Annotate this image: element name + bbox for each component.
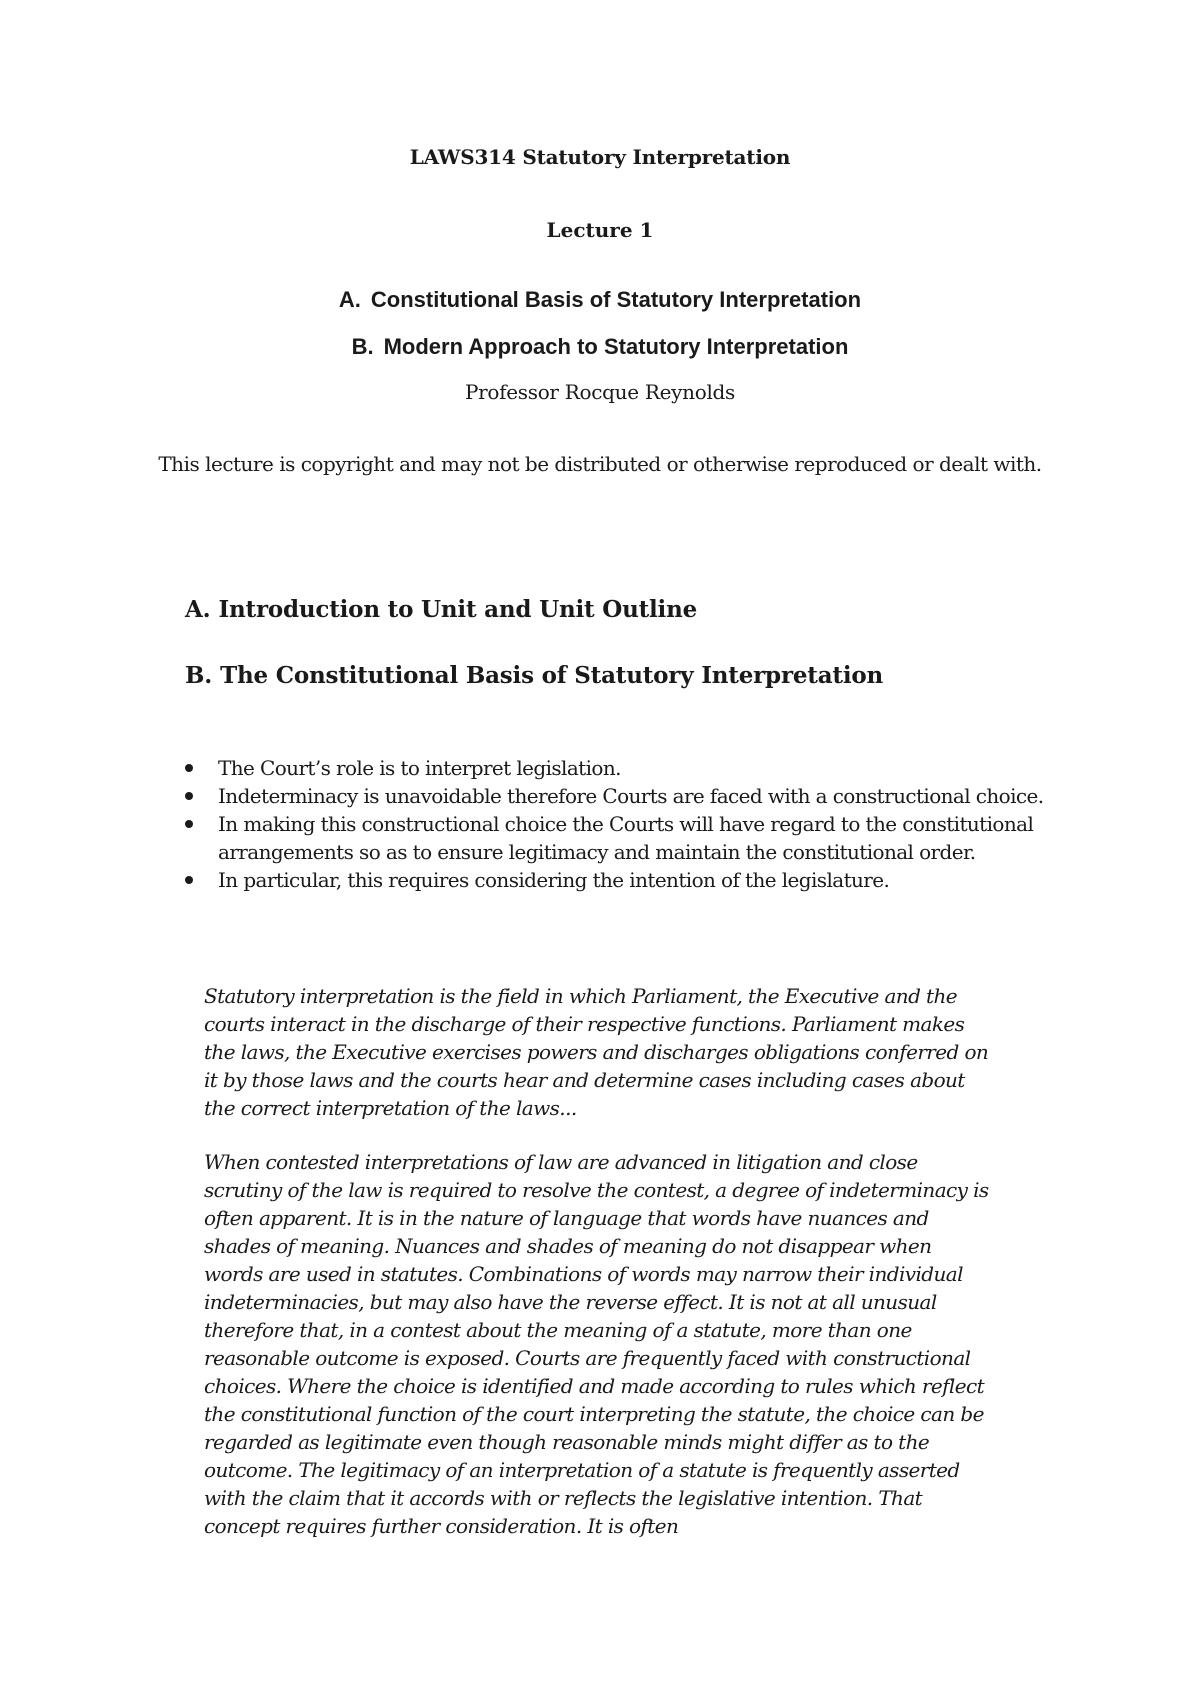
bullet-icon: [185, 792, 193, 800]
bullet-item: [180, 782, 1060, 810]
bullet-list: [180, 754, 1060, 894]
bullet-icon: [185, 764, 193, 772]
bullet-icon: [185, 876, 193, 884]
section-title: Introduction to Unit and Unit Outline: [218, 596, 698, 623]
copyright-notice: This lecture is copyright and may not be distributed or otherwise reproduced or dealt with.: [158, 452, 1042, 476]
bullet-icon: [185, 820, 193, 828]
subtitle-text: Modern Approach to Statutory Interpretation: [383, 334, 849, 359]
subtitle-marker: B.: [351, 334, 374, 359]
quote-paragraph-2: When contested interpretations of law are advanced in litigation and close scrutiny of the law is required to resolve the contest, a degree of indeterminacy is often apparent. It is in the nature of language that words have nuances and shades of meaning. Nuances and shades of meaning do not disappear when words are used in statutes. Combinations of words may narrow their individual indeterminacies, but may also have the reverse effect. It is not at all unusual therefore that, in a contest about the meaning of a statute, more than one reasonable outcome is exposed. Courts are frequently faced with constructional choices. Where the choice is identified and made according to rules which reflect the constitutional function of the court interpreting the statute, the choice can be regarded as legitimate even though reasonable minds might differ as to the outcome. The legitimacy of an interpretation of a statute is frequently asserted with the claim that it accords with or reflects the legislative intention. That concept requires further consideration. It is often: [204, 1150, 989, 1538]
section-marker: B.: [185, 662, 213, 689]
bullet-item: [180, 810, 1060, 866]
professor-name: Professor Rocque Reynolds: [464, 380, 736, 404]
section-heading-a: [185, 596, 697, 623]
quote-paragraph-1: Statutory interpretation is the field in which Parliament, the Executive and the courts interact in the discharge of their respective functions. Parliament makes the laws, the Executive exercises powers and discharges obligations conferred on it by those laws and the courts hear and determine cases including cases about the correct interpretation of the laws...: [204, 984, 989, 1120]
bullet-text: The Court’s role is to interpret legislation.: [218, 756, 621, 780]
subtitle-marker: A.: [338, 287, 361, 312]
section-title: The Constitutional Basis of Statutory Interpretation: [220, 662, 884, 689]
section-heading-b: [185, 662, 883, 689]
course-title: LAWS314 Statutory Interpretation: [409, 145, 791, 169]
bullet-text: In particular, this requires considering the intention of the legislature.: [218, 868, 890, 892]
subtitle-text: Constitutional Basis of Statutory Interpretation: [370, 287, 862, 312]
bullet-text: In making this constructional choice the Courts will have regard to the constitutional arrangements so as to ensure legitimacy and maintain the constitutional order.: [218, 812, 1034, 864]
lecture-number: Lecture 1: [546, 218, 654, 242]
bullet-text: Indeterminacy is unavoidable therefore Courts are faced with a constructional choice.: [218, 784, 1044, 808]
bullet-item: [180, 754, 1060, 782]
section-marker: A.: [185, 596, 211, 623]
lecture-subtitle-a: [0, 287, 1200, 313]
bullet-item: [180, 866, 1060, 894]
lecture-subtitle-b: [0, 334, 1200, 360]
